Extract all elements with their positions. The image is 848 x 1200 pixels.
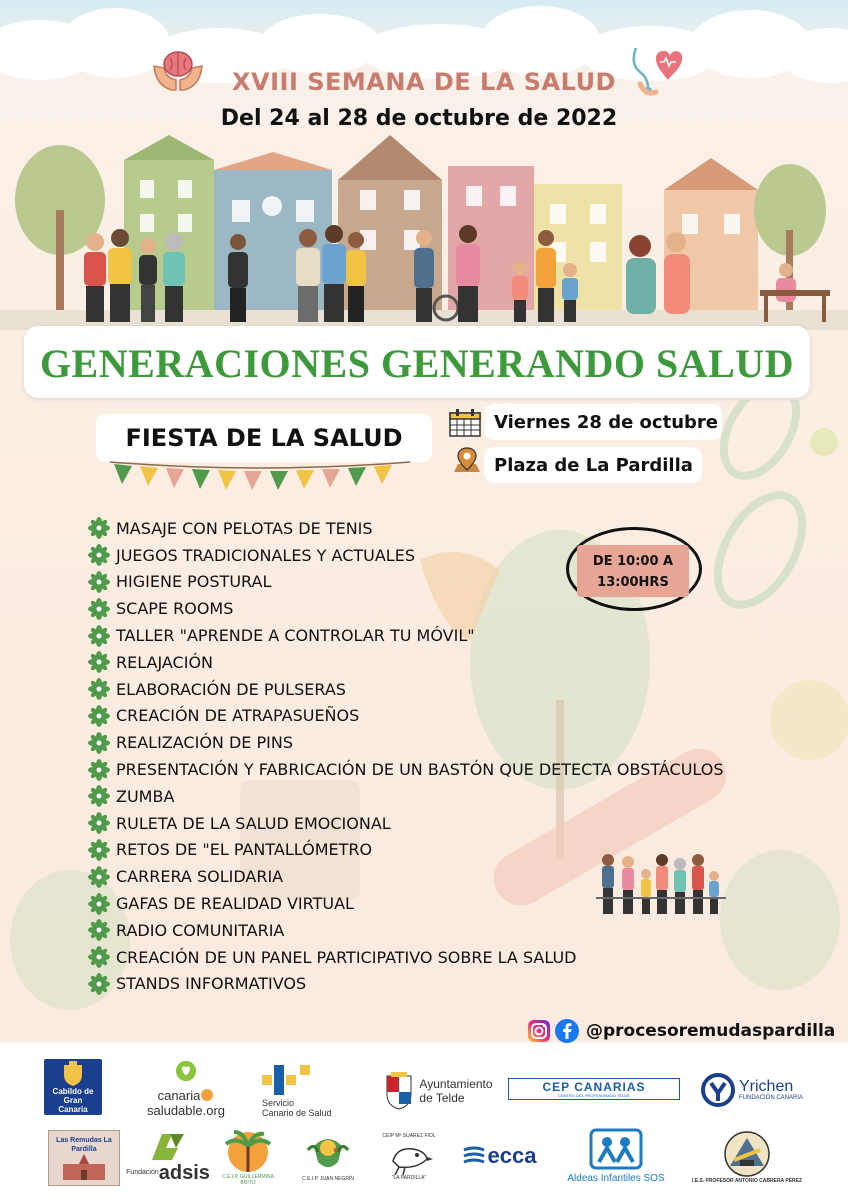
event-time-start: DE 10:00 A: [592, 554, 674, 569]
activity-label: SCAPE ROOMS: [116, 599, 234, 619]
flower-bullet-icon: [88, 732, 110, 754]
flower-bullet-icon: [88, 705, 110, 727]
logo-scs-line1: Servicio: [262, 1097, 295, 1108]
ecca-waves-icon: [462, 1146, 486, 1166]
activity-label: RADIO COMUNITARIA: [116, 920, 285, 940]
location-pin-icon: [452, 446, 482, 478]
activity-label: TALLER "APRENDE A CONTROLAR TU MÓVIL": [116, 626, 475, 646]
flower-bullet-icon: [88, 812, 110, 834]
activity-item: [88, 729, 724, 756]
logo-cabildo-text: Cabildo de Gran Canaria: [52, 1086, 94, 1114]
logo-guillermina-text: C.E.I.P. GUILLERMINA BRITO: [222, 1174, 274, 1186]
instagram-icon[interactable]: [527, 1019, 551, 1043]
logo-aldeas-text: Aldeas Infantiles SOS: [567, 1173, 665, 1184]
event-date: Viernes 28 de octubre: [494, 412, 718, 433]
logo-adsis-small: Fundación: [126, 1169, 159, 1176]
flower-bullet-icon: [88, 625, 110, 647]
adsis-icon: [146, 1130, 190, 1162]
logo-adsis-text: [126, 1162, 210, 1184]
logo-ecca: [458, 1136, 540, 1176]
canarias-saludable-heart-icon: [173, 1060, 199, 1082]
logo-ceip-pardilla: [376, 1124, 442, 1190]
logo-adsis: [126, 1124, 210, 1190]
juan-negrin-bird-icon: [304, 1132, 352, 1176]
logo-cabildo: [44, 1059, 102, 1115]
flower-bullet-icon: [88, 785, 110, 807]
logo-pardilla-text: "LA PARDILLA": [391, 1175, 427, 1181]
facebook-icon[interactable]: [554, 1018, 580, 1044]
logo-telde: [374, 1066, 504, 1116]
logo-canarias-saludable-s: [201, 1089, 213, 1101]
activity-label: RELAJACIÓN: [116, 652, 214, 672]
activity-item: [88, 622, 724, 649]
flower-bullet-icon: [88, 571, 110, 593]
logo-cep-canarias: [508, 1078, 680, 1100]
event-week-title: XVIII SEMANA DE LA SALUD: [232, 68, 616, 96]
logo-juan-negrin: [296, 1124, 360, 1190]
flower-bullet-icon: [88, 517, 110, 539]
logo-telde-line2: de Telde: [419, 1091, 465, 1105]
flower-bullet-icon: [88, 598, 110, 620]
flower-bullet-icon: [88, 919, 110, 941]
bunting-flags: [110, 458, 410, 498]
logo-yrichen-sub: FUNDACIÓN CANARIA: [738, 1095, 803, 1101]
activity-label: REALIZACIÓN DE PINS: [116, 733, 293, 753]
logo-cep-text: CEP CANARIAS: [542, 1079, 646, 1094]
yrichen-icon: [701, 1073, 735, 1107]
flower-bullet-icon: [88, 544, 110, 566]
flower-bullet-icon: [88, 946, 110, 968]
flower-bullet-icon: [88, 678, 110, 700]
logo-guillermina-brito: [216, 1124, 280, 1190]
social-handle[interactable]: @procesoremudaspardilla: [586, 1021, 836, 1041]
logo-canarias-saludable-text: [120, 1088, 252, 1118]
logo-remudas-text: Las Remudas La Pardilla: [56, 1137, 112, 1153]
activity-item: [88, 944, 724, 971]
activity-item: [88, 783, 724, 810]
telde-shield-icon: [385, 1072, 413, 1110]
flower-bullet-icon: [88, 651, 110, 673]
scs-cross-icon: [262, 1065, 314, 1095]
aldeas-sos-icon: [589, 1128, 643, 1170]
activity-label: ELABORACIÓN DE PULSERAS: [116, 679, 346, 699]
people-queue-illustration: [596, 850, 726, 920]
activity-label: ZUMBA: [116, 786, 175, 806]
activity-label: GAFAS DE REALIDAD VIRTUAL: [116, 894, 354, 914]
activity-item: [88, 703, 724, 730]
logo-scs-line2: Canario de Salud: [262, 1107, 332, 1118]
activity-item: [88, 971, 724, 998]
logo-juan-negrin-text: C.E.I.P. JUAN NEGRÍN: [302, 1176, 354, 1182]
logo-canarias-saludable-b: saludable.org: [146, 1103, 226, 1118]
logo-aldeas-infantiles: [558, 1124, 674, 1188]
activity-label: RETOS DE "EL PANTALLÓMETRO: [116, 840, 373, 860]
logo-ceip-pardilla-text: CEIP Mª SUÁREZ FIOL: [382, 1133, 436, 1139]
activity-item: [88, 649, 724, 676]
activity-label: HIGIENE POSTURAL: [116, 572, 272, 592]
logo-yrichen-name: Yrichen: [738, 1078, 794, 1095]
activity-item: [88, 917, 724, 944]
logo-scs: [262, 1060, 352, 1122]
logo-adsis-name: adsis: [158, 1162, 210, 1184]
social-handle-row: [527, 1018, 835, 1044]
activity-item: [88, 676, 724, 703]
logo-cep-sub: CENTRO DEL PROFESORADO TELDE: [558, 1092, 630, 1098]
activity-item: [88, 542, 724, 569]
logo-canarias-saludable: [120, 1060, 252, 1118]
logo-ecca-text: ecca: [487, 1143, 537, 1168]
remudas-church-icon: [59, 1154, 109, 1180]
flower-bullet-icon: [88, 866, 110, 888]
banner-title: GENERACIONES GENERANDO SALUD: [39, 341, 795, 386]
activity-item: [88, 810, 724, 837]
logo-ies-text: I.E.S. PROFESOR ANTONIO CABRERA PÉREZ: [691, 1178, 803, 1184]
activity-label: MASAJE CON PELOTAS DE TENIS: [116, 518, 373, 538]
cabildo-crest-icon: [62, 1061, 84, 1087]
activity-label: JUEGOS TRADICIONALES Y ACTUALES: [116, 545, 415, 565]
activity-label: PRESENTACIÓN Y FABRICACIÓN DE UN BASTÓN QUE DETECTA OBSTÁCULOS: [116, 760, 724, 780]
activity-item: [88, 756, 724, 783]
activity-list: [88, 515, 724, 997]
flower-bullet-icon: [88, 893, 110, 915]
calendar-icon: [448, 408, 482, 438]
flower-bullet-icon: [88, 839, 110, 861]
logo-telde-text: [419, 1077, 492, 1105]
event-place: Plaza de La Pardilla: [494, 455, 693, 476]
fiesta-title: FIESTA DE LA SALUD: [125, 424, 403, 452]
activity-label: RULETA DE LA SALUD EMOCIONAL: [116, 813, 391, 833]
activity-item: [88, 595, 724, 622]
logo-ies-cabrera: [684, 1122, 810, 1192]
logo-yrichen: [692, 1072, 812, 1108]
activity-item: [88, 515, 724, 542]
logo-remudas-pardilla: [48, 1130, 120, 1186]
flower-bullet-icon: [88, 973, 110, 995]
pardilla-bird-icon: [385, 1139, 433, 1175]
guillermina-palm-icon: [222, 1128, 274, 1174]
activity-label: CREACIÓN DE ATRAPASUEÑOS: [116, 706, 360, 726]
logo-canarias-saludable-a: canaria: [157, 1088, 201, 1103]
event-week-dates: Del 24 al 28 de octubre de 2022: [220, 106, 618, 131]
logo-yrichen-text: [739, 1079, 803, 1101]
activity-label: CREACIÓN DE UN PANEL PARTICIPATIVO SOBRE LA SALUD: [116, 947, 577, 967]
town-scene-illustration: [0, 130, 848, 330]
activity-item: [88, 569, 724, 596]
event-time-end: 13:00HRS: [597, 575, 669, 590]
activity-label: CARRERA SOLIDARIA: [116, 867, 284, 887]
activity-label: STANDS INFORMATIVOS: [116, 974, 307, 994]
logo-telde-line1: Ayuntamiento: [419, 1077, 493, 1091]
flower-bullet-icon: [88, 759, 110, 781]
ies-emblem-icon: [720, 1130, 774, 1178]
